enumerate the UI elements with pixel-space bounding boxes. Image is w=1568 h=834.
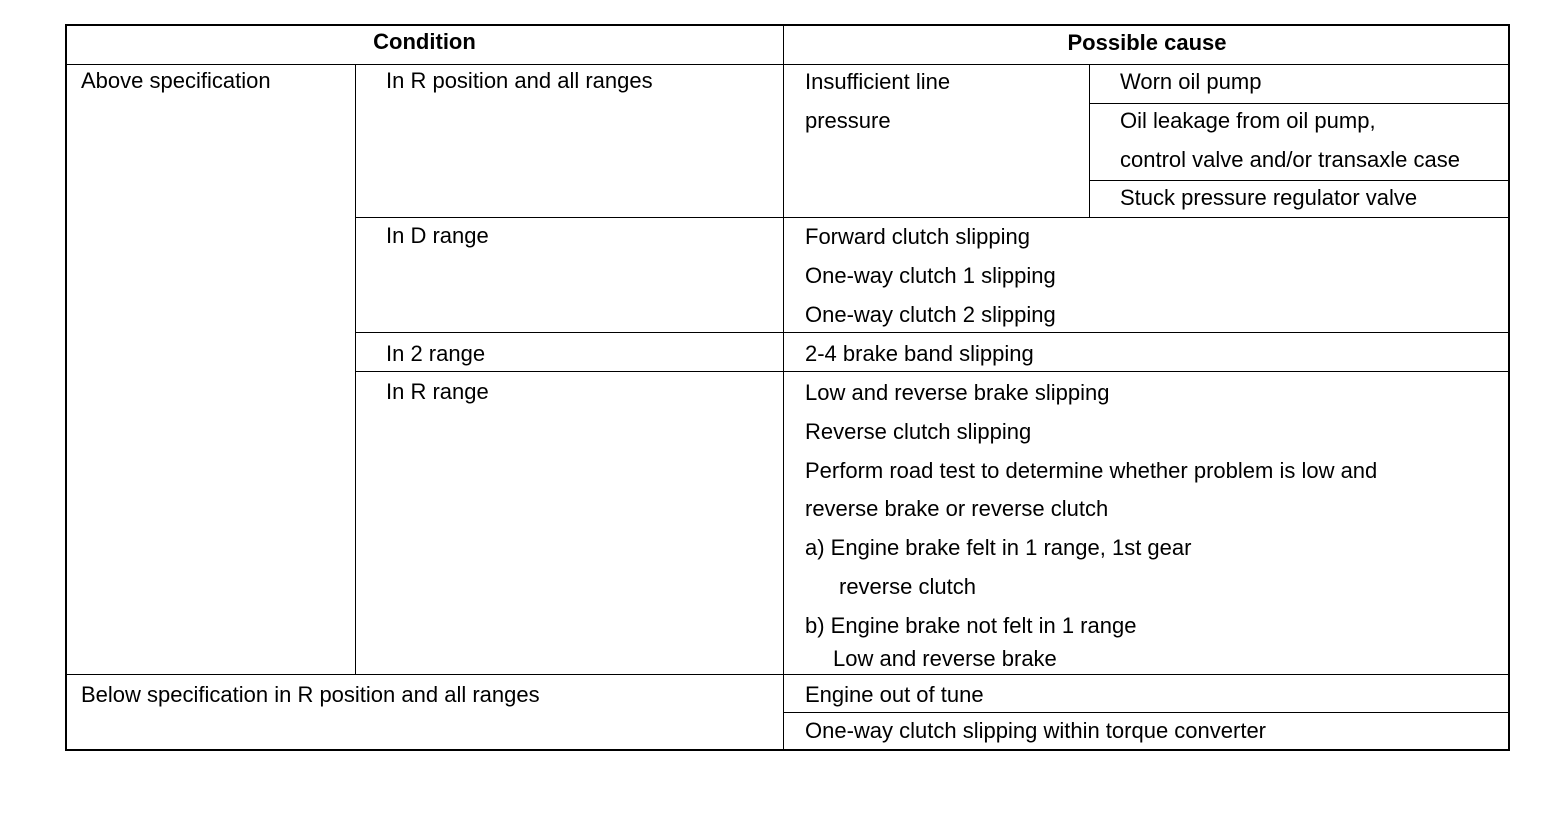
r-range-causes — [805, 380, 1377, 652]
cause-group-line-2: pressure — [805, 107, 891, 133]
sub-cause-worn-oil-pump: Worn oil pump — [1120, 69, 1262, 94]
cause-option-a-result: reverse clutch — [839, 573, 976, 599]
cause-one-way-clutch-2: One-way clutch 2 slipping — [805, 301, 1056, 327]
condition-d-range: In D range — [386, 223, 489, 248]
cause-low-reverse-brake: Low and reverse brake slipping — [805, 380, 1110, 405]
below-spec-label: Below specification in R position and all ranges — [81, 682, 540, 707]
insufficient-line-pressure — [805, 69, 950, 147]
possible-cause-header: Possible cause — [1067, 30, 1227, 55]
condition-2-range: In 2 range — [386, 341, 486, 366]
cause-brake-band: 2-4 brake band slipping — [805, 341, 1034, 366]
rule-above-spec-bottom — [65, 674, 1510, 675]
rule-header-bottom — [65, 64, 1510, 65]
above-spec-label: Above specification — [81, 68, 271, 93]
cause-option-b: b) Engine brake not felt in 1 range — [805, 612, 1137, 638]
cause-option-a: a) Engine brake felt in 1 range, 1st gear — [805, 535, 1192, 561]
cause-one-way-clutch-1: One-way clutch 1 slipping — [805, 262, 1056, 288]
rule-condition-cause-divider — [783, 24, 784, 751]
condition-r-range: In R range — [386, 379, 489, 404]
rule-2-range-bottom — [356, 371, 1510, 372]
condition-r-all-ranges: In R position and all ranges — [386, 68, 653, 93]
rule-engine-tune-bottom — [784, 712, 1510, 713]
rule-line-pressure-divider — [1089, 64, 1090, 217]
sub-cause-oil-leakage: Oil leakage from oil pump, — [1120, 107, 1376, 133]
sub-cause-oil-leakage-cont: control valve and/or transaxle case — [1120, 146, 1460, 172]
cause-forward-clutch: Forward clutch slipping — [805, 224, 1030, 249]
condition-header: Condition — [373, 29, 476, 54]
cause-road-test: Perform road test to determine whether problem is low and — [805, 457, 1378, 483]
cause-option-b-result: Low and reverse brake — [833, 646, 1057, 671]
d-range-causes — [805, 224, 1056, 340]
cause-reverse-clutch: Reverse clutch slipping — [805, 418, 1032, 444]
line-pressure-sub-causes — [1120, 69, 1460, 224]
sub-cause-stuck-regulator: Stuck pressure regulator valve — [1120, 185, 1418, 211]
cause-group-line-1: Insufficient line — [805, 69, 951, 94]
rule-above-spec-divider — [355, 64, 356, 674]
cause-road-test-cont: reverse brake or reverse clutch — [805, 496, 1109, 522]
cause-torque-converter: One-way clutch slipping within torque converter — [805, 718, 1267, 743]
cause-engine-tune: Engine out of tune — [805, 682, 984, 707]
